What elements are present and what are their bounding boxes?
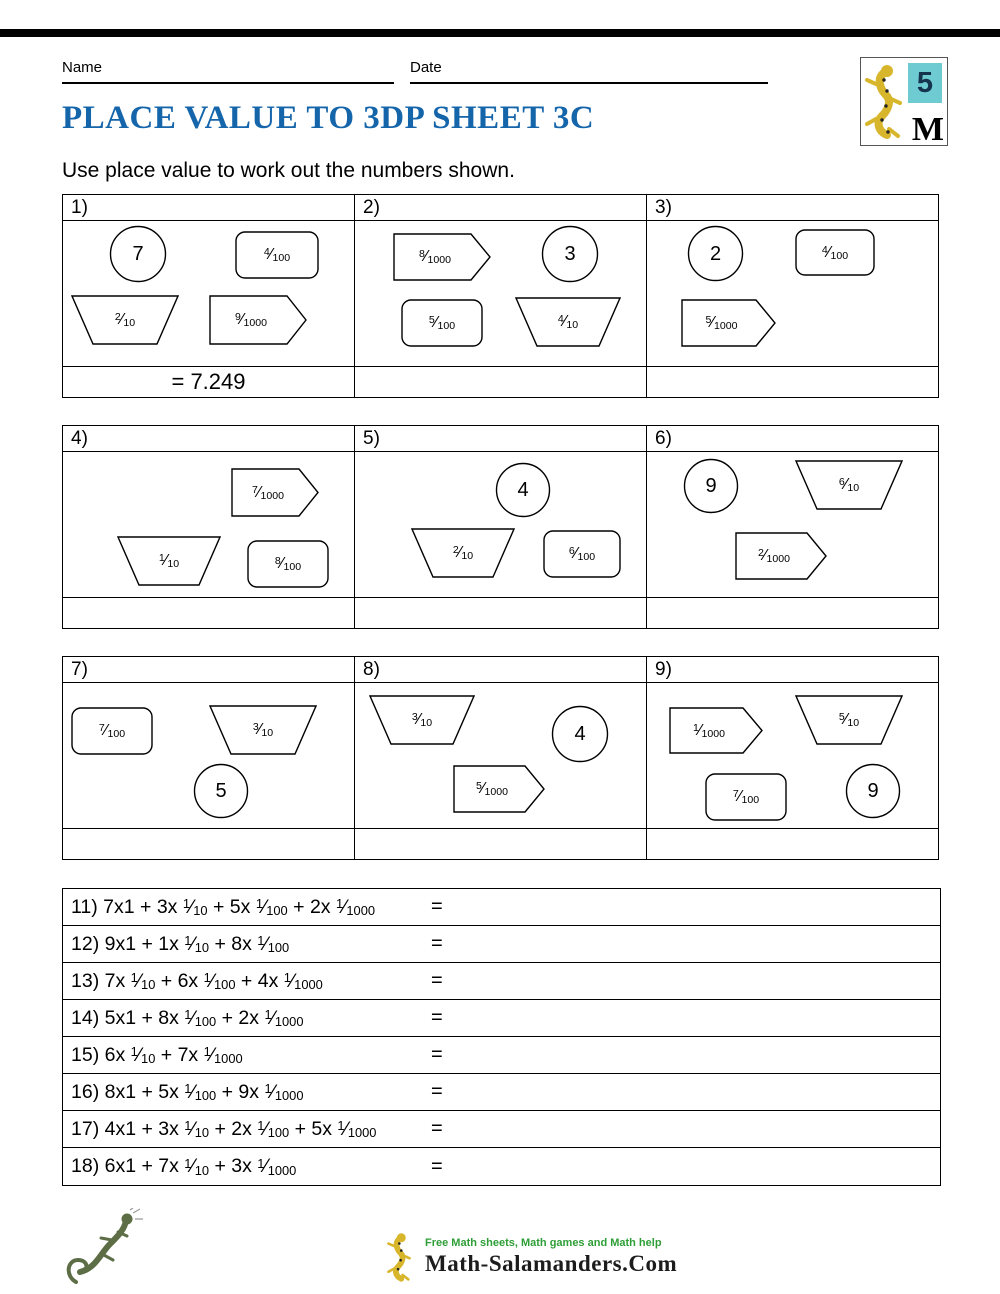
problem-cell: [355, 426, 647, 628]
fraction: $^1⁄_{1000}$: [335, 895, 375, 919]
equation-row: [63, 963, 940, 1000]
rounded-rect-shape: [705, 773, 787, 821]
equations-table: [62, 888, 941, 1186]
problem-number: 7): [63, 657, 354, 683]
equation-row: [63, 1000, 940, 1037]
equation-expression: 16) 8x1 + 5x $^1⁄_{100} + 9x$ $^1⁄_{1000}$: [71, 1080, 304, 1104]
shape-value: [159, 553, 179, 569]
gecko-graphic: [64, 1208, 148, 1292]
problem-cell: [63, 426, 355, 628]
pentagon-arrow-shape: [231, 468, 319, 517]
shape-value: [99, 723, 125, 739]
problem-shapes-area: [647, 683, 938, 829]
trapezoid-shape: [795, 460, 903, 510]
trapezoid-shape: [515, 297, 621, 347]
problem-table: [62, 656, 939, 860]
shape-value: [476, 781, 522, 797]
shape-value: [115, 312, 135, 328]
shape-value: [252, 485, 298, 501]
circle-shape: [845, 763, 901, 819]
fraction: $^1⁄_{1000}$: [337, 1117, 377, 1141]
answer-cell: [647, 367, 938, 397]
fraction: $^1⁄_{1000}$: [264, 1006, 304, 1030]
shape-value: [839, 712, 859, 728]
shape-value: [569, 546, 595, 562]
equals-sign: =: [431, 895, 443, 918]
trapezoid-shape: [411, 528, 515, 578]
fraction: $^1⁄_{100}$: [257, 932, 290, 956]
fraction: $^7⁄_{100}$: [732, 788, 760, 807]
shape-value: [264, 247, 290, 263]
grade-badge: [908, 63, 942, 103]
shape-value: 9: [867, 780, 879, 802]
pentagon-arrow-shape: [669, 707, 763, 754]
fraction: $^1⁄_{10}$: [130, 1043, 156, 1067]
shape-value: [453, 545, 473, 561]
equation-row: [63, 1148, 940, 1185]
fraction: $^1⁄_{10}$: [184, 1155, 210, 1178]
equation-row: [63, 1074, 940, 1111]
equation-expression: 15) 6x $^1⁄_{10} + 7x$ $^1⁄_{1000}$: [71, 1043, 243, 1067]
answer-cell: [355, 367, 646, 397]
problem-shapes-area: [355, 452, 646, 598]
equation-expression: 17) 4x1 + 3x $^1⁄_{10} + 2x$ $^1⁄_{100} + 5x$ $^1⁄_{1000}$: [71, 1117, 377, 1141]
shape-value: [758, 548, 804, 564]
shape-value: [412, 712, 432, 728]
rounded-rect-shape: [247, 540, 329, 588]
fraction: $^1⁄_{10}$: [182, 895, 208, 919]
footer-tagline: Free Math sheets, Math games and Math help: [425, 1237, 662, 1249]
problem-number: 3): [647, 195, 938, 221]
equation-expression: 14) 5x1 + 8x $^1⁄_{100} + 2x$ $^1⁄_{1000}$: [71, 1006, 304, 1030]
rounded-rect-shape: [235, 231, 319, 279]
fraction: $^6⁄_{100}$: [568, 545, 596, 564]
shape-value: [253, 722, 273, 738]
fraction: $^4⁄_{100}$: [263, 246, 291, 265]
trapezoid-shape: [117, 536, 221, 586]
shape-value: [235, 312, 281, 328]
problem-number: 1): [63, 195, 354, 221]
equation-expression: 13) 7x $^1⁄_{10} + 6x$ $^1⁄_{100} + 4x$ $^1⁄_{1000}$: [71, 969, 323, 993]
fraction: $^2⁄_{1000}$: [757, 547, 790, 566]
equation-row: [63, 1037, 940, 1074]
shape-value: [733, 789, 759, 805]
fraction: $^3⁄_{10}$: [411, 711, 433, 730]
pentagon-arrow-shape: [453, 765, 545, 813]
m-logo: M: [911, 111, 944, 148]
problem-cell: [647, 195, 938, 397]
top-rule: [0, 29, 1000, 37]
fraction: $^5⁄_{1000}$: [475, 780, 508, 799]
fraction: $^1⁄_{100}$: [184, 1080, 217, 1104]
problem-shapes-area: [63, 452, 354, 598]
fraction: $^3⁄_{10}$: [252, 721, 274, 740]
fraction: $^5⁄_{100}$: [428, 314, 456, 333]
equation-expression: 12) 9x1 + 1x $^1⁄_{10} + 8x$ $^1⁄_{100}$: [71, 932, 290, 956]
shape-value: 4: [574, 723, 586, 745]
pentagon-arrow-shape: [209, 295, 307, 345]
shape-value: 2: [709, 242, 722, 265]
grade-number: 5: [916, 66, 934, 99]
problem-shapes-area: [63, 683, 354, 829]
rounded-rect-shape: [543, 530, 621, 578]
circle-shape: [687, 225, 744, 282]
fraction: $^1⁄_{10}$: [184, 932, 210, 956]
fraction: $^4⁄_{100}$: [821, 243, 849, 262]
shape-value: 5: [215, 780, 227, 802]
problem-cell: [355, 657, 647, 859]
footer-site: Math-Salamanders.Com: [425, 1251, 678, 1276]
shape-value: [839, 477, 859, 493]
equals-sign: =: [431, 1117, 443, 1140]
answer-cell: [647, 598, 938, 628]
circle-shape: [551, 705, 609, 763]
shape-value: [419, 249, 465, 265]
shape-value: 4: [517, 479, 529, 501]
problem-shapes-area: [355, 221, 646, 367]
trapezoid-shape: [795, 695, 903, 745]
answer-cell: = 7.249: [171, 369, 246, 394]
problem-cell: [647, 426, 938, 628]
fraction: $^6⁄_{10}$: [838, 476, 860, 495]
fraction: $^7⁄_{100}$: [98, 722, 126, 741]
fraction: $^1⁄_{100}$: [257, 1117, 290, 1141]
problem-cell: [355, 195, 647, 397]
equation-expression: 18) 6x1 + 7x $^1⁄_{10} + 3x$ $^1⁄_{1000}$: [71, 1155, 297, 1178]
shape-value: [693, 723, 739, 739]
pentagon-arrow-shape: [393, 233, 491, 281]
date-blank-field: [410, 56, 768, 84]
shape-value: [429, 315, 455, 331]
problem-number: 8): [355, 657, 646, 683]
answer-cell: [63, 829, 354, 859]
problem-cell: [647, 657, 938, 859]
circle-shape: [495, 462, 551, 518]
fraction: $^8⁄_{1000}$: [418, 248, 451, 267]
answer-cell: [355, 598, 646, 628]
problem-number: 9): [647, 657, 938, 683]
equals-sign: =: [431, 969, 443, 992]
page-title: PLACE VALUE TO 3DP SHEET 3C: [62, 100, 595, 136]
problem-number: 4): [63, 426, 354, 452]
problem-shapes-area: [647, 452, 938, 598]
instruction-text: Use place value to work out the numbers shown.: [62, 159, 515, 182]
fraction: $^1⁄_{1000}$: [692, 721, 725, 740]
fraction: $^1⁄_{100}$: [203, 969, 236, 993]
fraction: $^4⁄_{10}$: [557, 313, 579, 332]
fraction: $^8⁄_{100}$: [274, 555, 302, 574]
salamander-icon: [383, 1232, 417, 1282]
fraction: $^1⁄_{10}$: [184, 1117, 210, 1141]
fraction: $^1⁄_{100}$: [255, 895, 288, 919]
fraction: $^1⁄_{10}$: [158, 552, 180, 571]
fraction: $^1⁄_{1000}$: [203, 1043, 243, 1067]
circle-shape: [683, 458, 739, 514]
rounded-rect-shape: [795, 229, 875, 276]
shape-value: [822, 245, 848, 261]
circle-shape: [109, 225, 167, 283]
fraction: $^1⁄_{1000}$: [283, 969, 323, 993]
equation-row: [63, 1111, 940, 1148]
problem-shapes-area: [63, 221, 354, 367]
fraction: $^1⁄_{1000}$: [257, 1155, 297, 1178]
problem-table: [62, 194, 939, 398]
equation-expression: 11) 7x1 + 3x $^1⁄_{10} + 5x$ $^1⁄_{100} + 2x$ $^1⁄_{1000}$: [71, 895, 375, 919]
problem-cell: [63, 657, 355, 859]
rounded-rect-shape: [71, 707, 153, 755]
shape-value: [558, 314, 578, 330]
problem-number: 6): [647, 426, 938, 452]
trapezoid-shape: [209, 705, 317, 755]
problem-cell: [63, 195, 355, 397]
pentagon-arrow-shape: [681, 299, 776, 347]
fraction: $^1⁄_{10}$: [130, 969, 156, 993]
footer-logo: [383, 1232, 677, 1282]
problem-grid: [62, 194, 939, 887]
fraction: $^7⁄_{1000}$: [251, 483, 284, 502]
equals-sign: =: [431, 932, 443, 955]
answer-cell: [63, 598, 354, 628]
trapezoid-shape: [369, 695, 475, 745]
fraction: $^2⁄_{10}$: [452, 544, 474, 563]
shape-value: 7: [132, 243, 144, 265]
fraction: $^5⁄_{10}$: [838, 711, 860, 730]
fraction: $^5⁄_{1000}$: [705, 314, 738, 333]
salamander-icon: [863, 62, 907, 140]
answer-cell: [647, 829, 938, 859]
fraction: $^1⁄_{1000}$: [264, 1080, 304, 1104]
problem-shapes-area: [355, 683, 646, 829]
pentagon-arrow-shape: [735, 532, 827, 580]
fraction: $^2⁄_{10}$: [114, 311, 136, 330]
name-blank-field: [62, 56, 394, 84]
equation-row: [63, 926, 940, 963]
problem-table: [62, 425, 939, 629]
problem-shapes-area: [647, 221, 938, 367]
shape-value: 3: [564, 243, 576, 265]
grade-logo-box: [860, 57, 948, 146]
equation-row: [63, 889, 940, 926]
shape-value: [705, 315, 751, 331]
fraction: $^9⁄_{1000}$: [234, 311, 267, 330]
equals-sign: =: [431, 1080, 443, 1103]
answer-cell: [355, 829, 646, 859]
problem-number: 5): [355, 426, 646, 452]
problem-number: 2): [355, 195, 646, 221]
trapezoid-shape: [71, 295, 179, 345]
equals-sign: =: [431, 1043, 443, 1066]
name-label: Name: [62, 59, 103, 76]
date-label: Date: [410, 59, 442, 76]
rounded-rect-shape: [401, 299, 483, 347]
shape-value: [275, 556, 301, 572]
footer-text: [425, 1237, 677, 1277]
circle-shape: [193, 763, 249, 819]
equals-sign: =: [431, 1155, 443, 1177]
circle-shape: [541, 225, 599, 283]
fraction: $^1⁄_{100}$: [184, 1006, 217, 1030]
equals-sign: =: [431, 1006, 443, 1029]
shape-value: 9: [705, 475, 717, 497]
